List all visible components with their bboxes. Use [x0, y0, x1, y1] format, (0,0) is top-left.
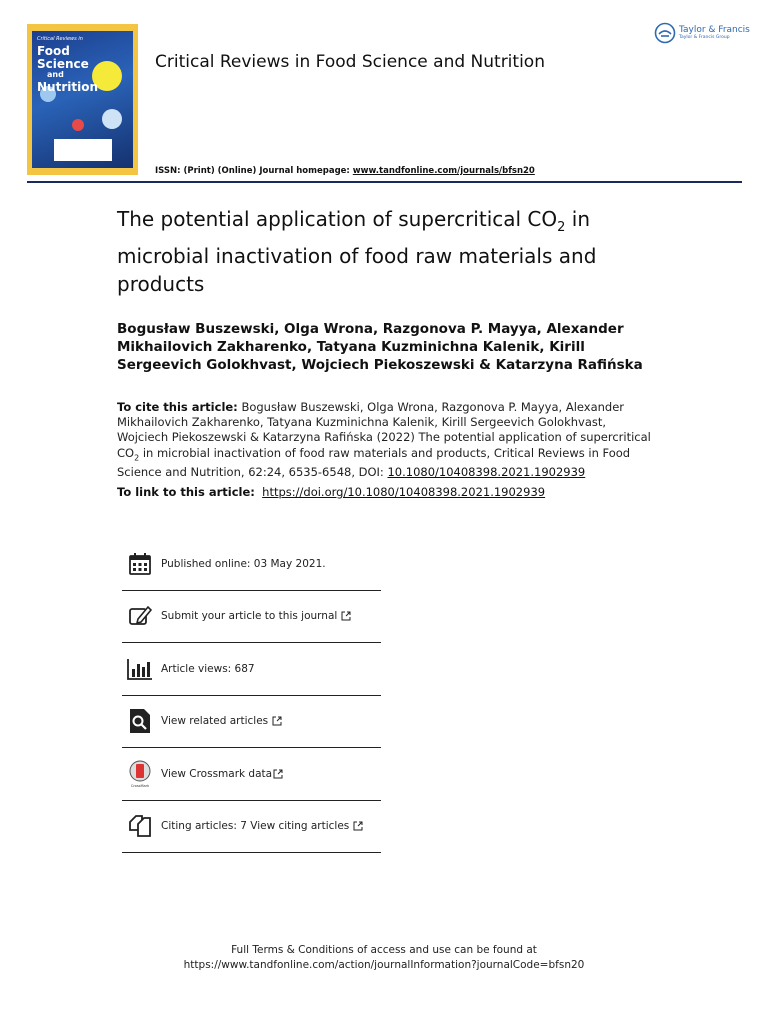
crossmark-icon: [127, 760, 153, 788]
article-views-text: Article views: 687: [161, 662, 255, 675]
citing-icon: [128, 814, 152, 838]
footer-terms-text: Full Terms & Conditions of access and use can be found at: [231, 944, 537, 956]
footer-terms: [0, 943, 768, 973]
article-doi-url[interactable]: https://doi.org/10.1080/10408398.2021.1902939: [262, 485, 546, 499]
cover-text: Critical Reviews in: [37, 36, 83, 42]
published-online-text: Published online: 03 May 2021.: [161, 557, 326, 570]
cover-text: Nutrition: [37, 80, 98, 94]
cover-text: Food: [37, 44, 70, 58]
article-title: [117, 205, 657, 298]
citing-articles-link[interactable]: Citing articles: 7 View citing articles: [161, 820, 350, 833]
article-views-row: [122, 643, 381, 696]
publisher-name: Taylor & Francis: [679, 24, 750, 35]
doi-link[interactable]: 10.1080/10408398.2021.1902939: [387, 465, 586, 480]
article-info-list: [122, 538, 381, 853]
edit-icon: [128, 604, 152, 628]
citing-articles-row[interactable]: [122, 801, 381, 854]
calendar-icon: [128, 552, 152, 576]
citation-block: [117, 400, 657, 480]
taylor-francis-logo-icon: [654, 22, 676, 44]
link-label: To link to this article:: [117, 485, 255, 499]
journal-cover-image: [27, 24, 138, 175]
submit-article-row[interactable]: [122, 591, 381, 644]
external-link-icon: [353, 821, 363, 831]
external-link-icon: [273, 769, 283, 779]
publisher-logo[interactable]: [654, 22, 750, 44]
cover-text: Science: [37, 57, 89, 71]
crossmark-badge-text: CrossMark: [130, 783, 150, 788]
citation-label: To cite this article:: [117, 400, 238, 414]
submit-article-link[interactable]: Submit your article to this journal: [161, 610, 338, 623]
footer-terms-link[interactable]: https://www.tandfonline.com/action/journalInformation?journalCode=bfsn20: [183, 959, 585, 971]
article-title-text: The potential application of supercritical CO: [117, 207, 558, 231]
citation-text: Bogusław Buszewski, Olga Wrona, Razgonova P. Mayya, Alexander Mikhailovich Zakharenko, Tatyana Kuzminichna Kalenik, Kirill Sergeevich Golokhvast, Wojciech Piekoszewski & Katarzyna Rafińska (2022) The potential application of supercritical CO: [117, 400, 651, 460]
crossmark-link[interactable]: View Crossmark data: [161, 767, 273, 780]
journal-title: Critical Reviews in Food Science and Nutrition: [155, 52, 545, 72]
journal-homepage-link[interactable]: www.tandfonline.com/journals/bfsn20: [352, 166, 535, 176]
related-articles-row[interactable]: [122, 696, 381, 749]
crossmark-row[interactable]: [122, 748, 381, 801]
article-title-text-end: in microbial inactivation of food raw materials and products: [117, 207, 597, 296]
cover-artwork: [32, 31, 133, 168]
citation-subscript: 2: [134, 452, 140, 462]
article-link-line: [117, 485, 677, 499]
citation-text-end: in microbial inactivation of food raw materials and products, Critical Reviews in Food Science and Nutrition, 62:24, 6535-6548, DOI:: [117, 445, 631, 480]
external-link-icon: [341, 611, 351, 621]
published-online-row: [122, 538, 381, 591]
issn-line: [155, 166, 535, 176]
issn-text: ISSN: (Print) (Online) Journal homepage:: [155, 166, 350, 176]
article-title-subscript: 2: [557, 220, 566, 235]
cover-text: and: [47, 70, 64, 79]
cover-label-box: [54, 139, 112, 161]
article-authors: Bogusław Buszewski, Olga Wrona, Razgonova P. Mayya, Alexander Mikhailovich Zakharenko, Tatyana Kuzminichna Kalenik, Kirill Sergeevich Golokhvast, Wojciech Piekoszewski & Katarzyna Rafińska: [117, 321, 643, 373]
header-divider: [27, 181, 742, 183]
external-link-icon: [272, 716, 282, 726]
bar-chart-icon: [127, 658, 153, 680]
search-document-icon: [129, 708, 151, 734]
publisher-group: Taylor & Francis Group: [679, 34, 730, 40]
related-articles-link[interactable]: View related articles: [161, 715, 269, 728]
